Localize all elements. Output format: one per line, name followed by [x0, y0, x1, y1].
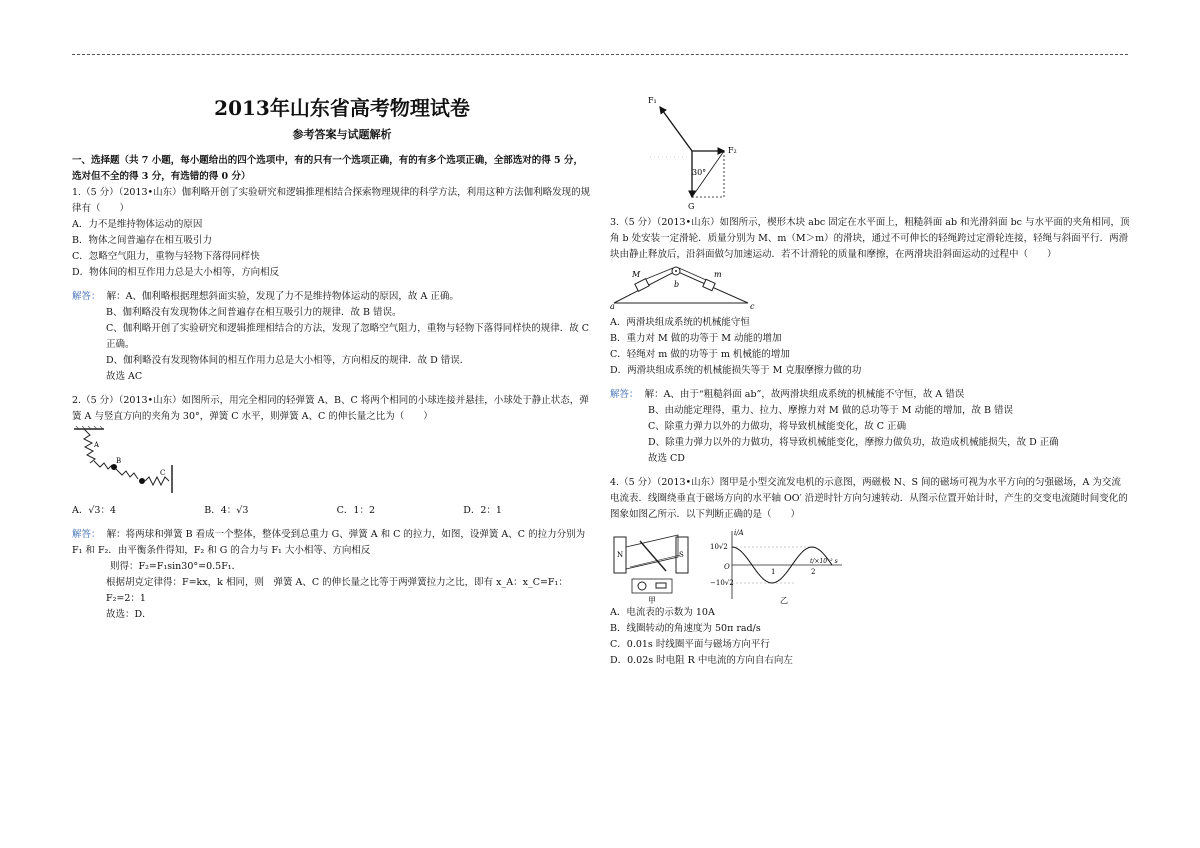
graph-ymin: −10√2 — [710, 579, 734, 587]
spring-label-a: A — [94, 441, 100, 449]
header-rule — [72, 54, 1128, 55]
q3-solution-2: B、由动能定理得，重力、拉力、摩擦力对 M 做的总功等于 M 动能的增加，故 B 错误 — [648, 405, 1014, 416]
graph-ymax: 10√2 — [710, 543, 728, 551]
svg-text:S: S — [679, 551, 684, 559]
q4-option-d: D．0.02s 时电阻 R 中电流的方向自右向左 — [610, 655, 793, 666]
svg-text:N: N — [617, 551, 624, 559]
q4-figures — [610, 527, 1130, 605]
q1-solution-2: B、伽利略没有发现物体之间普遍存在相互吸引力的规律．故 B 错误。 — [106, 307, 402, 318]
graph-ylabel: i/A — [734, 529, 744, 537]
q3-option-d: D．两滑块组成系统的机械能损失等于 M 克服摩擦力做的功 — [610, 365, 862, 376]
graph-tick-2: 2 — [811, 568, 816, 576]
label-g: G — [688, 202, 695, 211]
spring-label-c: C — [160, 469, 166, 477]
graph-xlabel: t/×10⁻² s — [810, 558, 838, 565]
q4-option-a: A．电流表的示数为 10A — [610, 607, 715, 618]
q1-option-b: B．物体之间普遍存在相互吸引力 — [72, 235, 212, 246]
right-column — [610, 95, 1130, 669]
q1-solution-4: D、伽利略没有发现物体间的相互作用力总是大小相等，方向相反的规律．故 D 错误． — [106, 355, 470, 366]
label-f2: F₂ — [728, 146, 737, 155]
q2-option-c: C．1：2 — [336, 505, 375, 516]
q2-solution-1: 解答： 解：将两球和弹簧 B 看成一个整体，整体受到总重力 G、弹簧 A 和 C 的拉力，如图，设弹簧 A、C 的拉力分别为 F₁ 和 F₂．由平衡条件得知，F₂ 和 G 的合力与 F₁ 大小相等、方向相反 — [72, 529, 586, 556]
wedge-label-a: a — [610, 302, 615, 309]
q1-solution-3: C、伽利略开创了实验研究和逻辑推理相结合的方法，发现了忽略空气阻力，重物与轻物下落得同样快的规律．故 C 正确。 — [106, 323, 590, 350]
q2-solution-3: 根据胡克定律得：F=kx，k 相同，则 弹簧 A、C 的伸长量之比等于两弹簧拉力之比，即有 x_A：x_C=F₁：F₂=2：1 — [106, 577, 568, 604]
page-title: 2013年山东省高考物理试卷 — [214, 96, 470, 120]
q3-wedge-figure — [610, 263, 760, 309]
q2-solution-2: 则得：F₂=F₁sin30°=0.5F₁． — [110, 561, 242, 572]
label-angle: 30° — [692, 168, 707, 177]
answer-label: 解答： — [72, 291, 101, 302]
q4-option-b: B．线圈转动的角速度为 50π rad/s — [610, 623, 761, 634]
q1-solution-5: 故选 AC — [106, 371, 143, 382]
wedge-label-c: c — [750, 302, 755, 309]
q2-solution-4: 故选：D． — [106, 609, 152, 620]
q2-stem: 2.（5 分）（2013•山东）如图所示，用完全相同的轻弹簧 A、B、C 将两个相同的小球连接并悬挂，小球处于静止状态，弹簧 A 与竖直方向的夹角为 30°，弹簧 C 水平，则弹簧 A、C 的伸长量之比为（ ） — [72, 395, 589, 422]
label-f1: F₁ — [648, 96, 657, 105]
force-diagram — [640, 93, 780, 215]
wedge-label-m-small: m — [714, 270, 722, 279]
q1-solution-1: 解答： 解：A、伽利略根据理想斜面实验，发现了力不是维持物体运动的原因，故 A 正确。 — [72, 291, 459, 302]
q2-option-d: D．2：1 — [463, 505, 502, 516]
current-graph — [710, 527, 850, 605]
left-column — [72, 95, 592, 623]
q4-option-c: C．0.01s 时线圈平面与磁场方向平行 — [610, 639, 770, 650]
q3-option-a: A．两滑块组成系统的机械能守恒 — [610, 317, 750, 328]
q4-stem: 4.（5 分）（2013•山东）图甲是小型交流发电机的示意图，两磁极 N、S 间的磁场可视为水平方向的匀强磁场，A 为交流电流表．线圈绕垂直于磁场方向的水平轴 OO′ 沿逆时针方向匀速转动．从图示位置开始计时，产生的交变电流随时间变化的图象如图乙所示．以下判断正确的是（ ） — [610, 477, 1128, 520]
spring-label-b: B — [116, 457, 122, 465]
label-jia: 甲 — [648, 596, 656, 605]
generator-figure — [610, 527, 702, 605]
q2-option-a: A．√3：4 — [72, 505, 117, 516]
q1-option-d: D．物体间的相互作用力总是大小相等，方向相反 — [72, 267, 280, 278]
wedge-label-b: b — [674, 280, 680, 289]
q1-stem: 1.（5 分）（2013•山东）伽利略开创了实验研究和逻辑推理相结合探索物理规律的科学方法，利用这种方法伽利略发现的规律有（ ） — [72, 187, 591, 214]
label-yi: 乙 — [780, 596, 788, 605]
graph-origin: O — [724, 563, 730, 571]
q3-solution-5: 故选 CD — [648, 453, 685, 464]
q3-solution-3: C、除重力弹力以外的力做功，将导致机械能变化，故 C 正确 — [648, 421, 907, 432]
wedge-label-m-big: M — [632, 270, 641, 279]
q3-option-b: B．重力对 M 做的功等于 M 动能的增加 — [610, 333, 782, 344]
page-subtitle: 参考答案与试题解析 — [292, 128, 392, 141]
q3-option-c: C．轻绳对 m 做的功等于 m 机械能的增加 — [610, 349, 790, 360]
q3-solution-1: 解答： 解：A、由于“粗糙斜面 ab”，故两滑块组成系统的机械能不守恒，故 A 错误 — [610, 389, 965, 400]
q2-spring-figure — [72, 425, 182, 493]
q1-option-c: C．忽略空气阻力，重物与轻物下落得同样快 — [72, 251, 260, 262]
section-heading: 一、选择题（共 7 小题，每小题给出的四个选项中，有的只有一个选项正确，有的有多个选项正确，全部选对的得 5 分，选对但不全的得 3 分，有选错的得 0 分） — [72, 155, 583, 182]
q2-option-b: B．4：√3 — [204, 505, 249, 516]
q3-stem: 3.（5 分）（2013•山东）如图所示，楔形木块 abc 固定在水平面上，粗糙斜面 ab 和光滑斜面 bc 与水平面的夹角相同，顶角 b 处安装一定滑轮．质量分别为 M、m（M＞m）的滑块，通过不可伸长的轻绳跨过定滑轮连接，轻绳与斜面平行．两滑块由静止释放后，沿斜面做匀加速运动．若不计滑轮的质量和摩擦，在两滑块沿斜面运动的过程中（ ） — [610, 217, 1130, 260]
q1-option-a: A．力不是维持物体运动的原因 — [72, 219, 203, 230]
graph-tick-1: 1 — [771, 568, 776, 576]
q3-solution-4: D、除重力弹力以外的力做功，将导致机械能变化，摩擦力做负功，故造成机械能损失，故 D 正确 — [648, 437, 1059, 448]
